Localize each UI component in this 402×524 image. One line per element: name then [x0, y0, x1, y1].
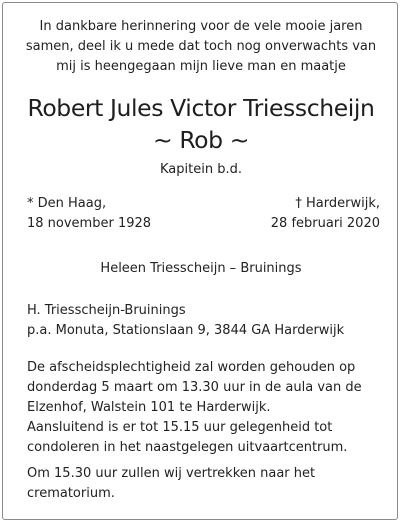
address-line: H. Triesscheijn-Bruinings — [27, 303, 186, 318]
deceased-nickname: ~ Rob ~ — [152, 126, 250, 154]
ceremony-line: Elzenhof, Walstein 101 te Harderwijk. — [27, 400, 271, 415]
correspondence-address — [27, 301, 344, 341]
birth-info — [27, 194, 151, 234]
departure-text — [27, 464, 315, 504]
ceremony-line: condoleren in het naastgelegen uitvaartcentrum. — [27, 440, 348, 455]
deceased-name-block — [0, 92, 402, 156]
ceremony-line: De afscheidsplechtigheid zal worden gehouden op — [27, 360, 356, 375]
deceased-full-name: Robert Jules Victor Triesscheijn — [27, 94, 375, 122]
death-info — [271, 194, 380, 234]
intro-line: In dankbare herinnering voor de vele mooie jaren — [39, 19, 363, 34]
departure-line: crematorium. — [27, 486, 115, 501]
ceremony-line: Aansluitend is er tot 15.15 uur gelegenheid tot — [27, 420, 333, 435]
birth-place: * Den Haag, — [27, 196, 107, 211]
survivor-name: Heleen Triesscheijn – Bruinings — [100, 261, 302, 276]
address-line: p.a. Monuta, Stationslaan 9, 3844 GA Harderwijk — [27, 323, 345, 338]
intro-text — [0, 17, 402, 77]
birth-date: 18 november 1928 — [27, 216, 152, 231]
deceased-rank: Kapitein b.d. — [160, 162, 242, 177]
death-date: 28 februari 2020 — [270, 216, 380, 231]
ceremony-text — [27, 358, 362, 458]
intro-line: samen, deel ik u mede dat toch nog onverwachts van — [25, 39, 377, 54]
intro-line: mij is heengegaan mijn lieve man en maatje — [56, 59, 346, 74]
departure-line: Om 15.30 uur zullen wij vertrekken naar het — [27, 466, 316, 481]
death-place: † Harderwijk, — [295, 196, 380, 211]
ceremony-line: donderdag 5 maart om 13.30 uur in de aula van de — [27, 380, 362, 395]
